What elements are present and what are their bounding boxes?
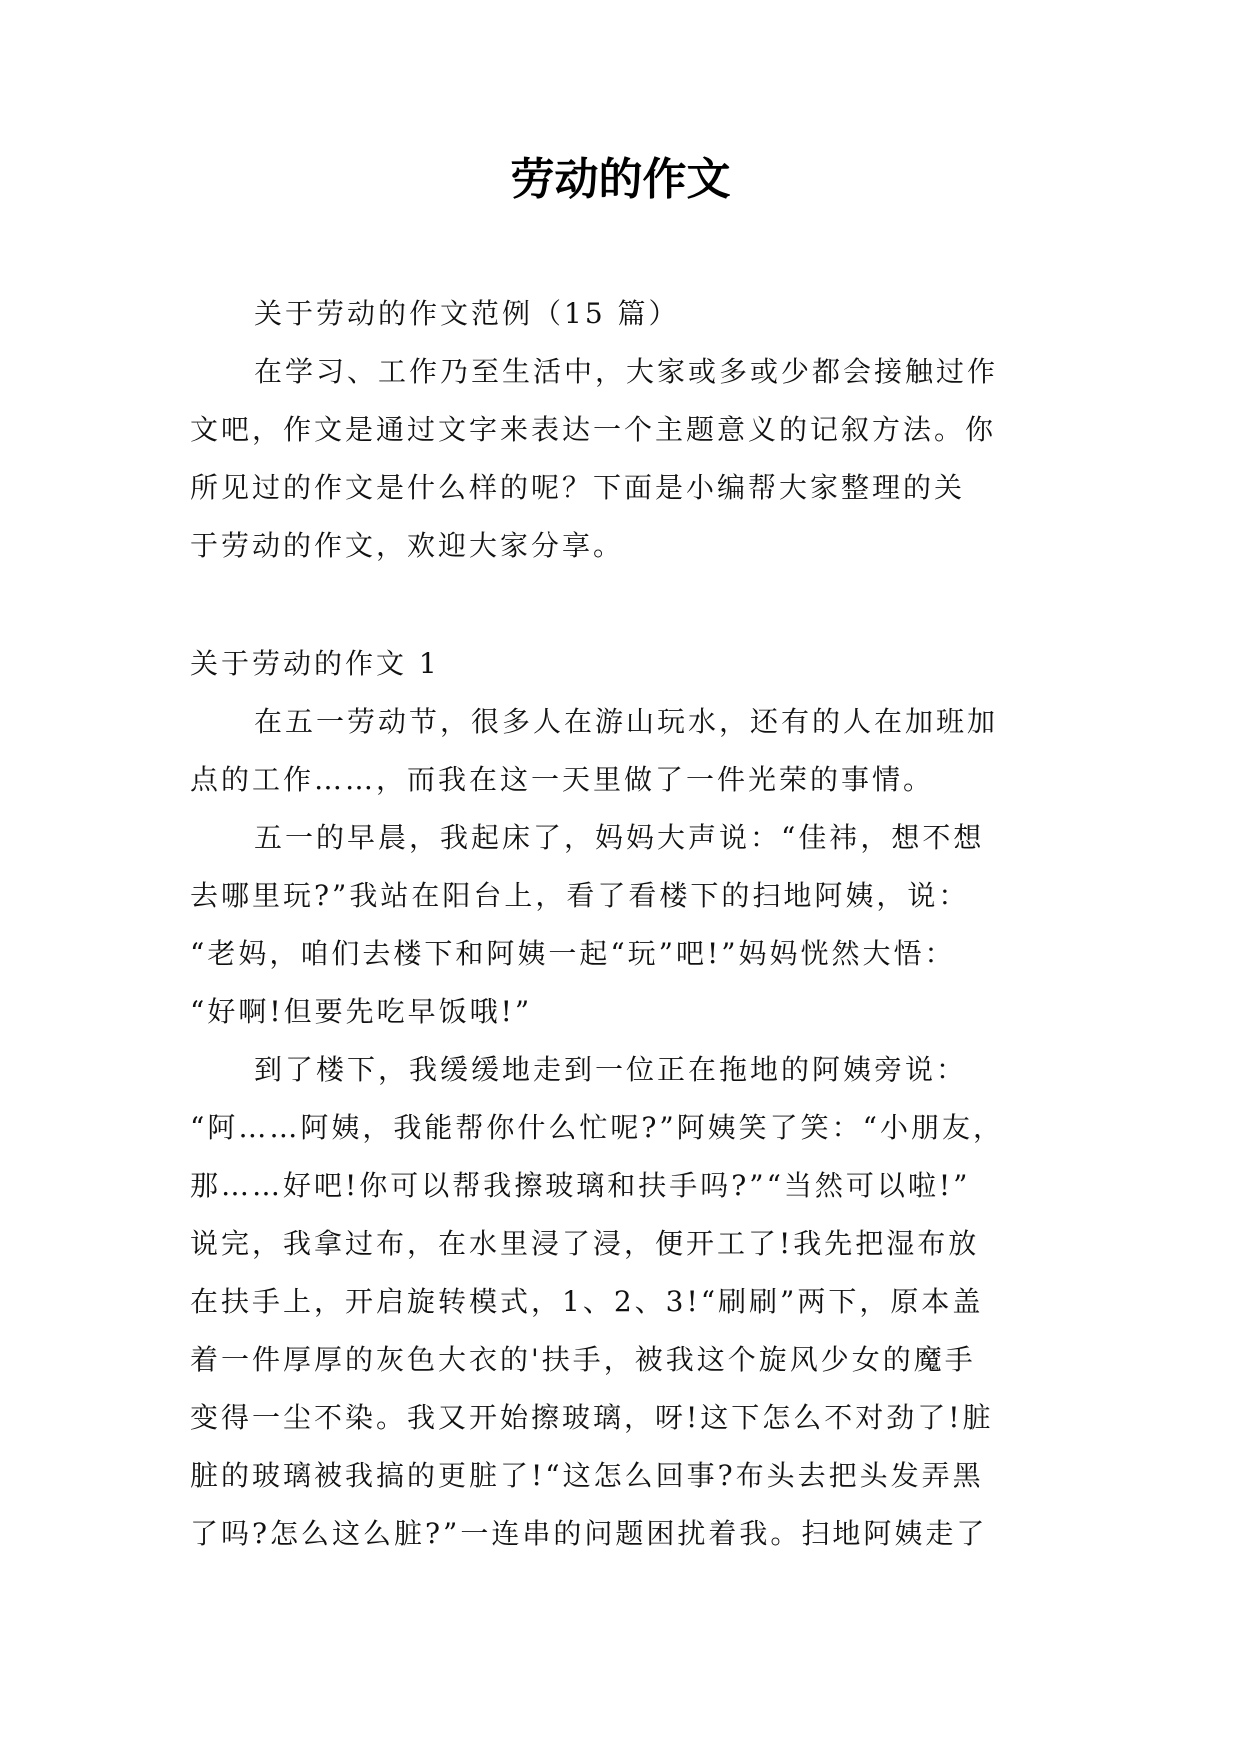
essay-heading: 关于劳动的作文 1 (190, 647, 440, 680)
essay-paragraph-1 (190, 693, 1050, 809)
text-line: 在五一劳动节，很多人在游山玩水，还有的人在加班加 (254, 705, 999, 738)
text-line: 在学习、工作乃至生活中，大家或多或少都会接触过作 (254, 355, 999, 388)
text-line: “老妈，咱们去楼下和阿姨一起“玩”吧!”妈妈恍然大悟： (190, 937, 956, 970)
text-line: 文吧，作文是通过文字来表达一个主题意义的记叙方法。你 (190, 413, 997, 446)
text-line: “阿……阿姨，我能帮你什么忙呢?”阿姨笑了笑：“小朋友， (190, 1111, 1004, 1144)
text-line: 那……好吧!你可以帮我擦玻璃和扶手吗?”“当然可以啦!” (190, 1169, 971, 1202)
text-line: “好啊!但要先吃早饭哦!” (190, 995, 533, 1028)
essay-paragraph-2 (190, 809, 1050, 1041)
intro-paragraph (190, 343, 1050, 575)
text-line: 到了楼下，我缓缓地走到一位正在拖地的阿姨旁说： (254, 1053, 968, 1086)
text-line: 去哪里玩?”我站在阳台上，看了看楼下的扫地阿姨，说： (190, 879, 970, 912)
text-line: 脏的玻璃被我搞的更脏了!“这怎么回事?布头去把头发弄黑 (190, 1459, 984, 1492)
text-line: 点的工作……，而我在这一天里做了一件光荣的事情。 (190, 763, 935, 796)
text-line: 说完，我拿过布，在水里浸了浸，便开工了!我先把湿布放 (190, 1227, 980, 1260)
text-line: 了吗?怎么这么脏?”一连串的问题困扰着我。扫地阿姨走了 (190, 1517, 988, 1550)
intro-subtitle: 关于劳动的作文范例（15 篇） (254, 297, 680, 330)
text-line: 五一的早晨，我起床了，妈妈大声说：“佳祎，想不想 (254, 821, 985, 854)
text-line: 在扶手上，开启旋转模式，1、2、3!“刷刷”两下，原本盖 (190, 1285, 984, 1318)
text-line: 于劳动的作文，欢迎大家分享。 (190, 529, 625, 562)
essay-paragraph-3 (190, 1041, 1050, 1563)
text-line: 着一件厚厚的灰色大衣的'扶手，被我这个旋风少女的魔手 (190, 1343, 976, 1376)
document-title: 劳动的作文 (510, 154, 731, 205)
document-body (190, 285, 1050, 1563)
text-line: 所见过的作文是什么样的呢？下面是小编帮大家整理的关 (190, 471, 966, 504)
paragraph-gap (190, 575, 1050, 635)
text-line: 变得一尘不染。我又开始擦玻璃，呀!这下怎么不对劲了!脏 (190, 1401, 994, 1434)
